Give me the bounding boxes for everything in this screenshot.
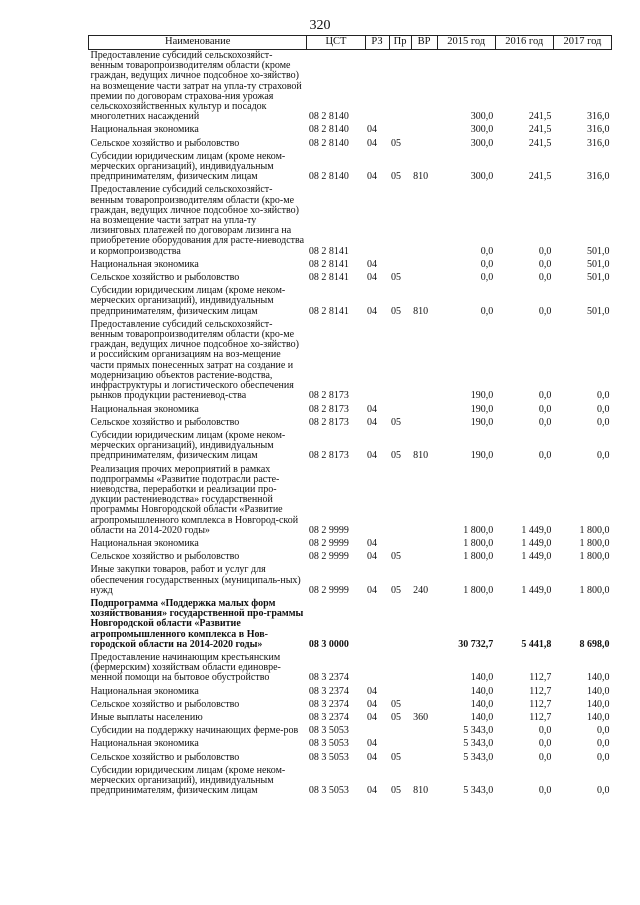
row-value-2015: 0,0 bbox=[480, 258, 494, 270]
row-name: Иные закупки товаров, работ и услуг для обеспечения государственных (муниципаль-ных) нужд bbox=[90, 564, 301, 596]
row-value-2017: 316,0 bbox=[587, 171, 610, 183]
header-rz: РЗ bbox=[365, 36, 389, 50]
row-value-2015: 5 343,0 bbox=[463, 725, 494, 737]
row-value-2017: 501,0 bbox=[587, 272, 610, 284]
table-row bbox=[89, 138, 612, 151]
row-pr bbox=[389, 319, 411, 404]
row-pr bbox=[389, 404, 411, 417]
row-value-2017: 0,0 bbox=[597, 390, 610, 402]
table-row bbox=[89, 551, 612, 564]
row-value-2015: 300,0 bbox=[470, 171, 494, 183]
row-rz: 04 bbox=[367, 698, 378, 710]
row-cst: 08 2 8140 bbox=[308, 124, 349, 136]
row-pr: 05 bbox=[391, 698, 402, 710]
table-row bbox=[89, 184, 612, 258]
row-value-2016: 0,0 bbox=[538, 245, 552, 257]
row-name: Национальная экономика bbox=[90, 258, 199, 270]
row-vr: 810 bbox=[413, 785, 429, 797]
row-value-2016: 0,0 bbox=[538, 738, 552, 750]
row-rz: 04 bbox=[367, 711, 378, 723]
row-name: Сельское хозяйство и рыболовство bbox=[90, 698, 240, 710]
header-2016: 2016 год bbox=[495, 36, 553, 50]
row-vr bbox=[411, 272, 437, 285]
table-row bbox=[89, 699, 612, 712]
row-value-2015: 5 343,0 bbox=[463, 738, 494, 750]
row-value-2016: 1 449,0 bbox=[521, 524, 552, 536]
row-rz bbox=[365, 319, 389, 404]
table-row bbox=[89, 538, 612, 551]
row-vr bbox=[411, 538, 437, 551]
row-value-2016: 1 449,0 bbox=[521, 584, 552, 596]
table-row bbox=[89, 124, 612, 137]
row-value-2015: 300,0 bbox=[470, 137, 494, 149]
header-2017: 2017 год bbox=[553, 36, 611, 50]
row-rz: 04 bbox=[367, 738, 378, 750]
row-value-2017: 140,0 bbox=[587, 672, 610, 684]
row-name: Национальная экономика bbox=[90, 685, 199, 697]
table-row bbox=[89, 564, 612, 598]
row-rz: 04 bbox=[367, 258, 378, 270]
row-value-2016: 241,5 bbox=[528, 171, 552, 183]
row-name: Сельское хозяйство и рыболовство bbox=[90, 551, 240, 563]
row-cst: 08 2 8141 bbox=[308, 305, 349, 317]
row-value-2016: 0,0 bbox=[538, 258, 552, 270]
row-vr bbox=[411, 598, 437, 652]
row-rz: 04 bbox=[367, 403, 378, 415]
row-cst: 08 2 9999 bbox=[308, 551, 349, 563]
row-vr bbox=[411, 686, 437, 699]
row-rz: 04 bbox=[367, 272, 378, 284]
table-row bbox=[89, 464, 612, 538]
row-vr bbox=[411, 184, 437, 258]
row-value-2015: 140,0 bbox=[470, 685, 494, 697]
row-value-2015: 300,0 bbox=[470, 111, 494, 123]
table-body bbox=[89, 50, 612, 799]
row-pr: 05 bbox=[391, 785, 402, 797]
row-name: Предоставление субсидий сельскохозяйст-венным товаропроизводителям области (кро-ме граждан, ведущих личное подсобное хо-зяйство) на возмещение части затрат на упла-ту лизинговых платежей по договорам лизинга на приобретение оборудования для расте-ниеводства и кормопроизводства bbox=[90, 184, 305, 257]
row-cst: 08 2 8141 bbox=[308, 258, 349, 270]
row-cst: 08 2 9999 bbox=[308, 524, 349, 536]
row-value-2016: 0,0 bbox=[538, 305, 552, 317]
row-vr: 810 bbox=[413, 450, 429, 462]
row-value-2017: 140,0 bbox=[587, 711, 610, 723]
row-pr bbox=[389, 259, 411, 272]
row-vr bbox=[411, 124, 437, 137]
row-rz: 04 bbox=[367, 685, 378, 697]
row-value-2015: 5 343,0 bbox=[463, 785, 494, 797]
row-value-2017: 1 800,0 bbox=[579, 537, 610, 549]
row-value-2016: 0,0 bbox=[538, 785, 552, 797]
row-name: Иные выплаты населению bbox=[90, 711, 203, 723]
table-row bbox=[89, 319, 612, 404]
row-value-2017: 316,0 bbox=[587, 111, 610, 123]
row-vr bbox=[411, 464, 437, 538]
table-row bbox=[89, 259, 612, 272]
row-value-2015: 1 800,0 bbox=[463, 584, 494, 596]
row-value-2017: 0,0 bbox=[597, 403, 610, 415]
row-value-2017: 0,0 bbox=[597, 751, 610, 763]
row-rz: 04 bbox=[367, 124, 378, 136]
row-value-2017: 316,0 bbox=[587, 124, 610, 136]
row-value-2015: 300,0 bbox=[470, 124, 494, 136]
row-cst: 08 3 0000 bbox=[308, 638, 349, 650]
row-vr bbox=[411, 138, 437, 151]
row-cst: 08 2 8140 bbox=[308, 111, 349, 123]
row-rz: 04 bbox=[367, 551, 378, 563]
row-value-2017: 1 800,0 bbox=[579, 524, 610, 536]
row-value-2016: 0,0 bbox=[538, 751, 552, 763]
row-pr: 05 bbox=[391, 711, 402, 723]
row-cst: 08 2 8173 bbox=[308, 450, 349, 462]
row-vr: 810 bbox=[413, 305, 429, 317]
row-pr bbox=[389, 738, 411, 751]
row-rz: 04 bbox=[367, 305, 378, 317]
row-vr: 360 bbox=[413, 711, 429, 723]
row-cst: 08 3 5053 bbox=[308, 725, 349, 737]
table-row bbox=[89, 50, 612, 125]
row-value-2016: 0,0 bbox=[538, 725, 552, 737]
row-value-2017: 316,0 bbox=[587, 137, 610, 149]
row-value-2015: 5 343,0 bbox=[463, 751, 494, 763]
row-value-2017: 140,0 bbox=[587, 698, 610, 710]
row-cst: 08 3 2374 bbox=[308, 672, 349, 684]
row-cst: 08 3 5053 bbox=[308, 785, 349, 797]
row-rz bbox=[365, 598, 389, 652]
row-pr: 05 bbox=[391, 272, 402, 284]
row-cst: 08 3 2374 bbox=[308, 698, 349, 710]
row-vr bbox=[411, 699, 437, 712]
row-vr bbox=[411, 752, 437, 765]
row-name: Национальная экономика bbox=[90, 124, 199, 136]
table-header-row bbox=[89, 36, 612, 50]
row-cst: 08 2 8173 bbox=[308, 390, 349, 402]
table-row bbox=[89, 417, 612, 430]
page-number: 320 bbox=[309, 18, 331, 33]
row-name: Субсидии юридическим лицам (кроме неком-мерческих организаций), индивидуальным предпринимателям, физическим лицам bbox=[90, 764, 286, 797]
row-value-2015: 190,0 bbox=[470, 390, 494, 402]
table-row bbox=[89, 598, 612, 652]
row-pr: 05 bbox=[391, 305, 402, 317]
row-name: Субсидии на поддержку начинающих ферме-ров bbox=[90, 725, 299, 737]
row-vr: 810 bbox=[413, 171, 429, 183]
row-rz bbox=[365, 184, 389, 258]
table-row bbox=[89, 725, 612, 738]
row-rz: 04 bbox=[367, 584, 378, 596]
row-rz: 04 bbox=[367, 785, 378, 797]
row-vr bbox=[411, 551, 437, 564]
row-name: Субсидии юридическим лицам (кроме неком-мерческих организаций), индивидуальным предпринимателям, физическим лицам bbox=[90, 285, 286, 317]
row-pr: 05 bbox=[391, 450, 402, 462]
row-pr bbox=[389, 184, 411, 258]
table-row bbox=[89, 430, 612, 464]
row-name: Субсидии юридическим лицам (кроме неком-мерческих организаций), индивидуальным предпринимателям, физическим лицам bbox=[90, 150, 286, 183]
row-value-2017: 1 800,0 bbox=[579, 584, 610, 596]
row-value-2015: 1 800,0 bbox=[463, 524, 494, 536]
row-value-2017: 140,0 bbox=[587, 685, 610, 697]
row-name: Сельское хозяйство и рыболовство bbox=[90, 272, 240, 284]
row-name: Сельское хозяйство и рыболовство bbox=[90, 416, 240, 428]
row-value-2017: 0,0 bbox=[597, 785, 610, 797]
table-row bbox=[89, 151, 612, 185]
row-value-2017: 0,0 bbox=[597, 738, 610, 750]
row-pr bbox=[389, 725, 411, 738]
row-value-2016: 112,7 bbox=[529, 685, 552, 697]
row-pr: 05 bbox=[391, 584, 402, 596]
row-value-2015: 190,0 bbox=[470, 416, 494, 428]
row-name: Национальная экономика bbox=[90, 537, 199, 549]
table-row bbox=[89, 765, 612, 799]
row-value-2016: 112,7 bbox=[529, 698, 552, 710]
row-pr: 05 bbox=[391, 751, 402, 763]
row-value-2016: 241,5 bbox=[528, 124, 552, 136]
row-name: Субсидии юридическим лицам (кроме неком-мерческих организаций), индивидуальным предпринимателям, физическим лицам bbox=[90, 429, 286, 462]
row-value-2016: 1 449,0 bbox=[521, 537, 552, 549]
table-row bbox=[89, 404, 612, 417]
row-pr bbox=[389, 652, 411, 686]
row-cst: 08 2 8141 bbox=[308, 272, 349, 284]
row-value-2016: 1 449,0 bbox=[521, 551, 552, 563]
table-row bbox=[89, 738, 612, 751]
row-name: Предоставление субсидий сельскохозяйст-венным товаропроизводителям области (кро-ме граждан, ведущих личное подсобное хо-зяйство) и российским организациям на воз-мещение части прямых понесенных затрат на создание и модернизацию объектов растение-водства, инфраструктуры и логистического обеспечения рынков продукции растениевод-ства bbox=[90, 318, 299, 402]
table-row bbox=[89, 752, 612, 765]
row-rz: 04 bbox=[367, 416, 378, 428]
row-value-2017: 0,0 bbox=[597, 416, 610, 428]
row-value-2017: 501,0 bbox=[587, 305, 610, 317]
row-cst: 08 2 8140 bbox=[308, 137, 349, 149]
row-pr: 05 bbox=[391, 171, 402, 183]
row-value-2015: 140,0 bbox=[470, 672, 494, 684]
row-cst: 08 3 5053 bbox=[308, 738, 349, 750]
row-value-2015: 140,0 bbox=[470, 698, 494, 710]
row-rz: 04 bbox=[367, 450, 378, 462]
row-cst: 08 3 2374 bbox=[308, 711, 349, 723]
row-value-2016: 0,0 bbox=[538, 390, 552, 402]
row-cst: 08 2 8173 bbox=[308, 416, 349, 428]
header-2015: 2015 год bbox=[437, 36, 495, 50]
row-vr bbox=[411, 404, 437, 417]
row-rz: 04 bbox=[367, 137, 378, 149]
row-vr bbox=[411, 319, 437, 404]
table-row bbox=[89, 285, 612, 319]
row-name: Сельское хозяйство и рыболовство bbox=[90, 137, 240, 149]
row-pr bbox=[389, 124, 411, 137]
row-name: Подпрограмма «Поддержка малых форм хозяйствования» государственной про-граммы Новгородской области «Развитие агропромышленного комплекса в Нов-городской области на 2014-2020 годы» bbox=[90, 597, 304, 650]
row-value-2016: 112,7 bbox=[529, 672, 552, 684]
row-rz bbox=[365, 725, 389, 738]
header-cst: ЦСТ bbox=[307, 36, 365, 50]
row-vr bbox=[411, 259, 437, 272]
row-name: Сельское хозяйство и рыболовство bbox=[90, 751, 240, 763]
row-value-2015: 0,0 bbox=[480, 305, 494, 317]
row-value-2015: 30 732,7 bbox=[458, 638, 494, 650]
row-value-2016: 112,7 bbox=[529, 711, 552, 723]
row-cst: 08 2 9999 bbox=[308, 584, 349, 596]
row-value-2017: 0,0 bbox=[597, 725, 610, 737]
row-value-2017: 0,0 bbox=[597, 450, 610, 462]
row-name: Национальная экономика bbox=[90, 403, 199, 415]
row-cst: 08 2 9999 bbox=[308, 537, 349, 549]
table-row bbox=[89, 652, 612, 686]
row-value-2015: 1 800,0 bbox=[463, 551, 494, 563]
row-rz bbox=[365, 50, 389, 125]
row-value-2017: 501,0 bbox=[587, 258, 610, 270]
header-pr: Пр bbox=[389, 36, 411, 50]
row-cst: 08 2 8141 bbox=[308, 245, 349, 257]
row-vr bbox=[411, 417, 437, 430]
row-vr bbox=[411, 50, 437, 125]
row-pr bbox=[389, 538, 411, 551]
row-value-2015: 190,0 bbox=[470, 450, 494, 462]
row-value-2016: 0,0 bbox=[538, 416, 552, 428]
row-cst: 08 2 8140 bbox=[308, 171, 349, 183]
row-rz: 04 bbox=[367, 751, 378, 763]
row-pr: 05 bbox=[391, 137, 402, 149]
row-value-2015: 1 800,0 bbox=[463, 537, 494, 549]
row-name: Национальная экономика bbox=[90, 738, 199, 750]
row-value-2016: 241,5 bbox=[528, 137, 552, 149]
row-cst: 08 2 8173 bbox=[308, 403, 349, 415]
row-vr: 240 bbox=[413, 584, 429, 596]
row-name: Предоставление субсидий сельскохозяйст-венным товаропроизводителям области (кроме граждан, ведущих личное подсобное хо-зяйство) на возмещение части затрат на упла-ту страховой премии по договорам страхова-ния урожая сельскохозяйственных культур и посадок многолетних насаждений bbox=[90, 50, 302, 123]
row-value-2017: 501,0 bbox=[587, 245, 610, 257]
row-value-2015: 0,0 bbox=[480, 272, 494, 284]
row-value-2016: 0,0 bbox=[538, 403, 552, 415]
row-value-2015: 140,0 bbox=[470, 711, 494, 723]
row-pr bbox=[389, 464, 411, 538]
row-rz: 04 bbox=[367, 171, 378, 183]
row-value-2015: 190,0 bbox=[470, 403, 494, 415]
header-vr: ВР bbox=[411, 36, 437, 50]
row-cst: 08 3 5053 bbox=[308, 751, 349, 763]
row-name: Предоставление начинающим крестьянским (фермерским) хозяйствам области единовре-менной помощи на бытовое обустройство bbox=[90, 651, 281, 684]
row-pr bbox=[389, 50, 411, 125]
table-row bbox=[89, 272, 612, 285]
row-pr: 05 bbox=[391, 416, 402, 428]
row-value-2015: 0,0 bbox=[480, 245, 494, 257]
row-value-2016: 0,0 bbox=[538, 272, 552, 284]
table-row bbox=[89, 712, 612, 725]
table-row bbox=[89, 686, 612, 699]
row-rz bbox=[365, 464, 389, 538]
row-name: Реализация прочих мероприятий в рамках подпрограммы «Развитие подотрасли расте-ниеводства, переработки и реализации про-дукции растениеводства» государственной программы Новгородской области «Развитие агропромышленного комплекса в Новгород-ской области на 2014-2020 годы» bbox=[90, 463, 299, 536]
budget-table bbox=[88, 35, 612, 798]
row-rz: 04 bbox=[367, 537, 378, 549]
header-name: Наименование bbox=[89, 36, 307, 50]
row-vr bbox=[411, 738, 437, 751]
row-pr: 05 bbox=[391, 551, 402, 563]
row-value-2016: 241,5 bbox=[528, 111, 552, 123]
row-vr bbox=[411, 725, 437, 738]
row-pr bbox=[389, 686, 411, 699]
row-rz bbox=[365, 652, 389, 686]
row-vr bbox=[411, 652, 437, 686]
row-value-2017: 8 698,0 bbox=[579, 638, 610, 650]
row-pr bbox=[389, 598, 411, 652]
row-value-2016: 0,0 bbox=[538, 450, 552, 462]
row-cst: 08 3 2374 bbox=[308, 685, 349, 697]
row-value-2016: 5 441,8 bbox=[521, 638, 552, 650]
row-value-2017: 1 800,0 bbox=[579, 551, 610, 563]
